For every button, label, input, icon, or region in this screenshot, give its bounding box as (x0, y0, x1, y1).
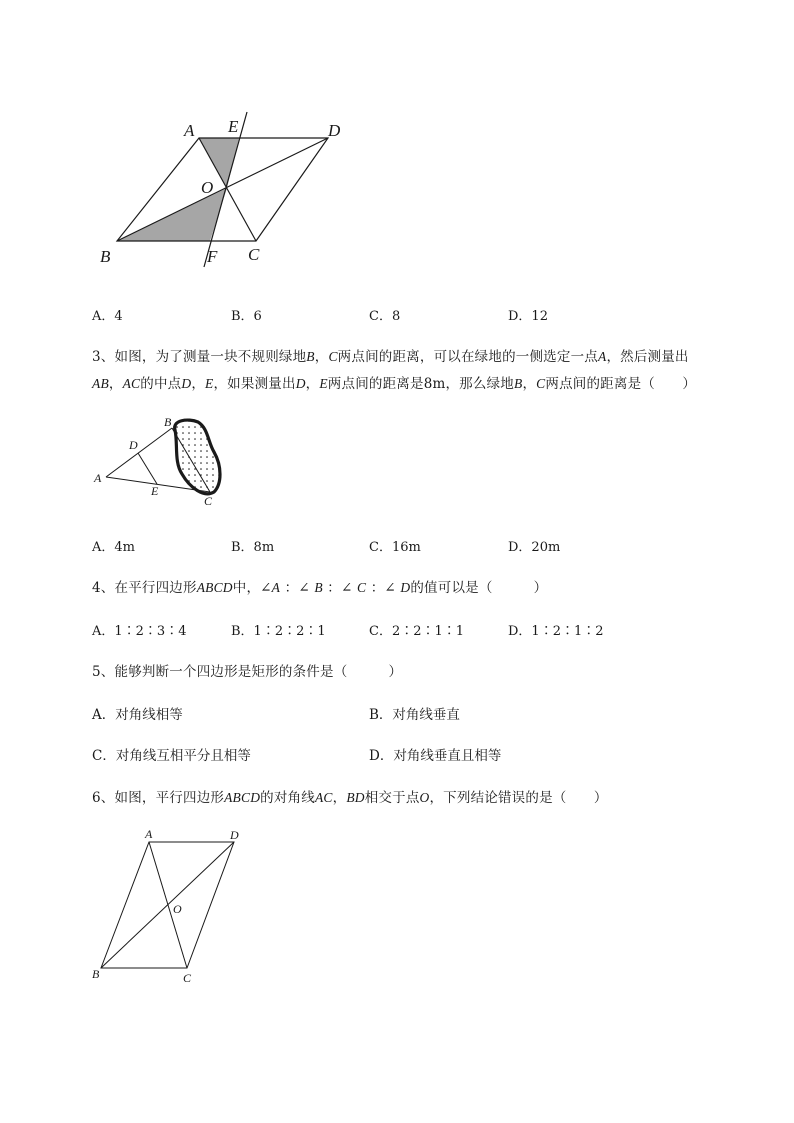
q3-text: ， (522, 376, 537, 392)
q3-text: 两点间的距离是8m，那么绿地 (327, 376, 514, 392)
q4-text: ：∠ (366, 580, 401, 596)
q3-var: D (295, 376, 306, 391)
q5-option-d[interactable]: D．对角线垂直且相等 (369, 748, 502, 764)
q5-option-a[interactable]: A．对角线相等 (92, 707, 183, 723)
q3-option-d[interactable]: D．20m (508, 540, 561, 555)
q6-text: 相交于点 (364, 790, 420, 806)
q6-var: O (419, 790, 430, 805)
q3-text: 的中点 (140, 376, 182, 392)
q4-var: B (314, 580, 323, 595)
figure-irregular-plot (90, 412, 240, 512)
q6-text: 6、如图，平行四边形 (92, 790, 225, 806)
label-a: A (145, 827, 153, 841)
figure-parallelogram-shaded (90, 105, 360, 275)
q3-var: C (328, 349, 338, 364)
label-d: D (328, 121, 341, 140)
q3-stem-line2 (92, 372, 696, 392)
label-c: C (248, 245, 260, 264)
label-c: C (204, 494, 213, 508)
label-e: E (228, 117, 239, 136)
q3-text: 两点间的距离是（ ） (545, 376, 697, 392)
label-d: D (230, 828, 239, 842)
q2-option-c[interactable]: C．8 (369, 309, 401, 324)
q4-text: 4、在平行四边形 (92, 580, 197, 596)
q4-var: ABCD (196, 580, 233, 595)
label-d: D (129, 438, 138, 452)
q5-option-b[interactable]: B．对角线垂直 (369, 707, 460, 723)
q3-option-c[interactable]: C．16m (369, 540, 421, 555)
q4-var: D (400, 580, 411, 595)
segment-de (138, 453, 157, 484)
q3-text: 3、如图，为了测量一块不规则绿地 (92, 349, 307, 365)
q6-var: AC (314, 790, 333, 805)
segment-ab (106, 428, 172, 477)
label-a: A (94, 471, 102, 485)
q3-option-a[interactable]: A．4m (92, 540, 135, 555)
q3-var: A (597, 349, 607, 364)
irregular-plot (175, 420, 220, 494)
q3-text: 两点间的距离，可以在绿地的一侧选定一点 (337, 349, 598, 365)
label-b: B (92, 967, 100, 981)
label-c: C (183, 971, 192, 985)
q3-text: ， (314, 349, 329, 365)
q3-text: ，如果测量出 (213, 376, 296, 392)
q6-text: 的对角线 (260, 790, 315, 806)
q4-text: 中，∠ (232, 580, 272, 596)
q6-stem (92, 786, 608, 806)
q4-option-d[interactable]: D．1∶2∶1∶2 (508, 624, 604, 639)
q4-text: 的值可以是（ ） (410, 580, 548, 596)
label-b: B (100, 247, 111, 266)
q2-option-a[interactable]: A．4 (92, 309, 123, 324)
label-b: B (164, 415, 172, 429)
label-e: E (151, 484, 159, 498)
q4-var: A (271, 580, 281, 595)
q4-option-b[interactable]: B．1∶2∶2∶1 (231, 624, 326, 639)
q3-var: B (306, 349, 315, 364)
q4-option-a[interactable]: A．1∶2∶3∶4 (92, 624, 187, 639)
label-o: O (201, 178, 214, 197)
q3-var: D (181, 376, 192, 391)
q3-var: B (514, 376, 523, 391)
figure-parallelogram-diagonals (88, 825, 248, 990)
q3-option-b[interactable]: B．8m (231, 540, 275, 555)
q4-stem (92, 576, 547, 596)
q6-var: BD (346, 790, 365, 805)
label-o: O (173, 902, 182, 916)
q3-text: ，然后测量出 (606, 349, 689, 365)
q5-stem: 5、能够判断一个四边形是矩形的条件是（ ） (92, 664, 403, 680)
q3-stem-line1 (92, 345, 689, 365)
q3-var: E (319, 376, 328, 391)
q3-var: AB (92, 376, 109, 391)
q5-option-c[interactable]: C．对角线互相平分且相等 (92, 748, 251, 764)
q3-var: AC (122, 376, 141, 391)
q4-text: ：∠ (322, 580, 357, 596)
q6-var: ABCD (224, 790, 261, 805)
q6-text: ， (332, 790, 347, 806)
q2-option-b[interactable]: B．6 (231, 309, 262, 324)
q2-option-d[interactable]: D．12 (508, 309, 548, 324)
label-a: A (184, 121, 195, 140)
q3-text: ， (305, 376, 320, 392)
diagonal-bd (101, 842, 234, 968)
q3-var: E (205, 376, 214, 391)
label-f: F (207, 247, 218, 266)
q3-text: ， (108, 376, 123, 392)
q3-var: C (536, 376, 546, 391)
q3-text: ， (191, 376, 206, 392)
q4-option-c[interactable]: C．2∶2∶1∶1 (369, 624, 465, 639)
q4-var: C (356, 580, 367, 595)
q6-text: ，下列结论错误的是（ ） (429, 790, 608, 806)
q4-text: ：∠ (280, 580, 315, 596)
